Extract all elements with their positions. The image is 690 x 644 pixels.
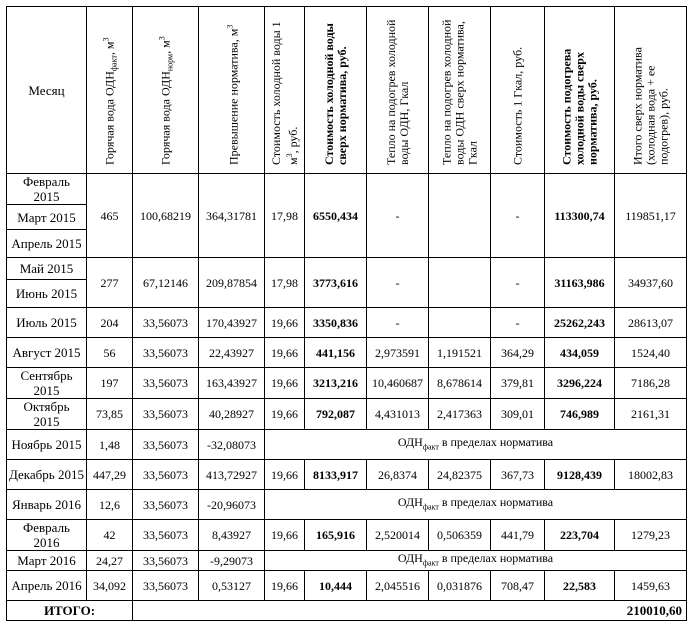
odn-table [6,6,687,621]
cell-gcal: 379,81 [491,368,545,399]
cell-cold-cost: 3773,616 [305,258,367,308]
cell-cold-cost: 8133,917 [305,460,367,490]
cell-excess: -9,29073 [199,551,265,571]
cell-fact: 1,48 [87,430,133,460]
within-norm-note: $ОДН_{факт}$ в пределах норматива [265,490,687,520]
header-heat-cost: Стоимость подогрева холодной воды сверх норматива, руб. [545,7,615,174]
cell-norm: 33,56073 [133,308,199,338]
cell-cold-cost: 165,916 [305,520,367,551]
cell-norm: 33,56073 [133,399,199,430]
cell-cold-cost: 3350,836 [305,308,367,338]
cell-price: 19,66 [265,460,305,490]
cell-excess: 40,28927 [199,399,265,430]
table-row [7,368,687,399]
cell-heat-excess: 2,417363 [429,399,491,430]
month-cell: Март 2015 [7,205,87,230]
month-cell: Апрель 2016 [7,571,87,601]
cell-fact: 34,092 [87,571,133,601]
cell-price: 19,66 [265,399,305,430]
cell-total: 7186,28 [615,368,687,399]
total-value: 210010,60 [133,601,687,621]
header-heat-excess: Тепло на подогрев холодной воды ОДН сверх норматива, Гкал [429,7,491,174]
cell-norm: 33,56073 [133,430,199,460]
cell-norm: 33,56073 [133,368,199,399]
within-norm-note: $ОДН_{факт}$ в пределах норматива [265,430,687,460]
cell-gcal: - [491,308,545,338]
month-cell: Апрель 2015 [7,230,87,258]
cell-fact: 56 [87,338,133,368]
cell-total: 1279,23 [615,520,687,551]
header-gcal-price: Стоимость 1 Гкал, руб. [491,7,545,174]
cell-cold-cost: 6550,434 [305,174,367,258]
cell-fact: 42 [87,520,133,551]
cell-gcal: 441,79 [491,520,545,551]
cell-norm: 33,56073 [133,551,199,571]
cell-gcal: - [491,258,545,308]
cell-price: 19,66 [265,571,305,601]
cell-heat-excess [429,258,491,308]
cell-norm: 33,56073 [133,520,199,551]
cell-excess: 209,87854 [199,258,265,308]
cell-gcal: 367,73 [491,460,545,490]
cell-fact: 204 [87,308,133,338]
within-norm-note: $ОДН_{факт}$ в пределах норматива [265,551,687,571]
cell-excess: 22,43927 [199,338,265,368]
cell-gcal: - [491,174,545,258]
header-hot-fact: Горячая вода $ОДН_{факт}$, $м^3$ [87,7,133,174]
table-row [7,308,687,338]
cell-total: 119851,17 [615,174,687,258]
cell-cold-cost: 792,087 [305,399,367,430]
cell-total: 18002,83 [615,460,687,490]
cell-heat: 2,045516 [367,571,429,601]
cell-heat: 2,973591 [367,338,429,368]
cell-heat-cost: 746,989 [545,399,615,430]
cell-excess: -20,96073 [199,490,265,520]
month-cell: Ноябрь 2015 [7,430,87,460]
cell-fact: 447,29 [87,460,133,490]
cell-heat-cost: 25262,243 [545,308,615,338]
cell-heat-cost: 113300,74 [545,174,615,258]
month-cell: Июль 2015 [7,308,87,338]
cell-excess: 163,43927 [199,368,265,399]
header-heat-odn: Тепло на подогрев холодной воды ОДН, Гкал [367,7,429,174]
month-cell: Сентябрь 2015 [7,368,87,399]
header-total: Итого сверх норматива (холодная вода + ее подогрев), руб. [615,7,687,174]
month-cell: Декабрь 2015 [7,460,87,490]
cell-heat: - [367,258,429,308]
table-row [7,174,687,205]
cell-heat-excess: 24,82375 [429,460,491,490]
cell-heat-excess [429,308,491,338]
cell-heat-excess [429,174,491,258]
cell-fact: 73,85 [87,399,133,430]
cell-cold-cost: 3213,216 [305,368,367,399]
cell-fact: 465 [87,174,133,258]
cell-heat-excess: 8,678614 [429,368,491,399]
cell-excess: 0,53127 [199,571,265,601]
table-row [7,551,687,571]
cell-heat-excess: 0,506359 [429,520,491,551]
cell-excess: 170,43927 [199,308,265,338]
cell-norm: 100,68219 [133,174,199,258]
cell-price: 19,66 [265,338,305,368]
cell-gcal: 364,29 [491,338,545,368]
month-cell: Февраль 2016 [7,520,87,551]
cell-heat: - [367,308,429,338]
cell-heat-cost: 9128,439 [545,460,615,490]
month-cell: Февраль 2015 [7,174,87,205]
month-cell: Март 2016 [7,551,87,571]
cell-excess: 413,72927 [199,460,265,490]
cell-total: 2161,31 [615,399,687,430]
cell-heat-cost: 31163,986 [545,258,615,308]
cell-heat-cost: 3296,224 [545,368,615,399]
cell-fact: 277 [87,258,133,308]
total-row [7,601,687,621]
total-label: ИТОГО: [7,601,133,621]
cell-heat: 10,460687 [367,368,429,399]
cell-norm: 33,56073 [133,460,199,490]
header-excess: Превышение норматива, $м^3$ [199,7,265,174]
cell-heat-excess: 0,031876 [429,571,491,601]
cell-price: 17,98 [265,258,305,308]
table-row [7,571,687,601]
cell-heat-cost: 434,059 [545,338,615,368]
cell-fact: 197 [87,368,133,399]
cell-heat: 26,8374 [367,460,429,490]
cell-gcal: 708,47 [491,571,545,601]
cell-total: 1459,63 [615,571,687,601]
cell-excess: -32,08073 [199,430,265,460]
cell-price: 17,98 [265,174,305,258]
table-row [7,258,687,280]
cell-fact: 12,6 [87,490,133,520]
cell-heat: 2,520014 [367,520,429,551]
month-cell: Август 2015 [7,338,87,368]
month-cell: Январь 2016 [7,490,87,520]
table-row [7,338,687,368]
cell-norm: 67,12146 [133,258,199,308]
month-cell: Октябрь 2015 [7,399,87,430]
table-row [7,520,687,551]
month-cell: Май 2015 [7,258,87,280]
header-cold-cost: Стоимость холодной воды сверх норматива, руб. [305,7,367,174]
cell-price: 19,66 [265,308,305,338]
header-month: Месяц [7,7,87,174]
cell-heat-cost: 22,583 [545,571,615,601]
cell-heat-cost: 223,704 [545,520,615,551]
table-row [7,460,687,490]
cell-excess: 364,31781 [199,174,265,258]
month-cell: Июнь 2015 [7,280,87,308]
cell-gcal: 309,01 [491,399,545,430]
cell-norm: 33,56073 [133,338,199,368]
cell-price: 19,66 [265,520,305,551]
cell-total: 1524,40 [615,338,687,368]
cell-heat: 4,431013 [367,399,429,430]
table-row [7,490,687,520]
cell-cold-cost: 441,156 [305,338,367,368]
cell-price: 19,66 [265,368,305,399]
cell-norm: 33,56073 [133,490,199,520]
header-cold-price: Стоимость холодной воды 1 $м^3$, руб. [265,7,305,174]
cell-total: 34937,60 [615,258,687,308]
cell-total: 28613,07 [615,308,687,338]
cell-excess: 8,43927 [199,520,265,551]
header-hot-norm: Горячая вода $ОДН_{норм}$, $м^3$ [133,7,199,174]
header-row [7,7,687,174]
cell-heat-excess: 1,191521 [429,338,491,368]
cell-heat: - [367,174,429,258]
cell-norm: 33,56073 [133,571,199,601]
table-row [7,430,687,460]
cell-cold-cost: 10,444 [305,571,367,601]
table-row [7,399,687,430]
cell-fact: 24,27 [87,551,133,571]
